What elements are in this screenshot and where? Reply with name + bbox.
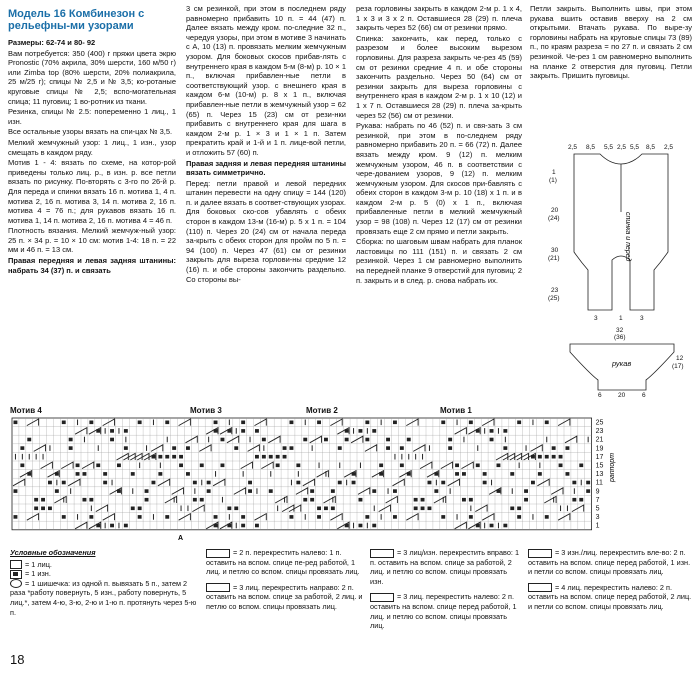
purl-stitch — [117, 489, 121, 493]
row-number: 1 — [595, 522, 600, 530]
purl-stitch — [517, 515, 521, 519]
purl-stitch — [200, 498, 204, 502]
sleeve-bottom-5: 6 — [642, 392, 646, 399]
purl-stitch — [455, 472, 459, 476]
purl-stitch — [538, 455, 542, 459]
materials: Вам потребуется: 350 (400) г пряжи цвета экрю Pronostic (70% акрила, 30% шерсти, 160 м/50 г) или Zimba top (80% шерсти, 20% полиакрила, 25 м/25 г); спицы № 2,5 и № 3,5; ко-ротаные круговые спицы № 2,5; вспо-могательная спица; 11 пуговиц; 1 во-ротник из ткани. — [8, 48, 176, 106]
purl-stitch — [338, 481, 342, 485]
purl-stitch — [89, 498, 93, 502]
purl-stitch — [352, 481, 356, 485]
cross-left-icon — [206, 549, 230, 558]
purl-stitch — [34, 507, 38, 511]
cross-3-left-icon — [370, 593, 394, 602]
sleeve-side-dim: 12 — [676, 355, 684, 362]
purl-stitch — [262, 455, 266, 459]
purl-stitch — [476, 464, 480, 468]
purl-stitch — [352, 472, 356, 476]
purl-stitch — [303, 438, 307, 442]
dim-top-6: 8,5 — [646, 144, 656, 151]
side-dim-8: (25) — [548, 295, 560, 302]
front-back-label: спинка и перед — [624, 212, 631, 262]
purl-stitch — [490, 438, 494, 442]
purl-stitch — [200, 464, 204, 468]
purl-stitch — [124, 446, 128, 450]
purl-stitch — [234, 507, 238, 511]
purl-stitch — [517, 507, 521, 511]
purl-stitch — [317, 515, 321, 519]
purl-stitch — [365, 438, 369, 442]
purl-stitch — [138, 421, 142, 425]
purl-stitch — [14, 421, 18, 425]
legend-col-4 — [528, 548, 692, 612]
legend-item-cross-3-purl-right: = 3 лиц/изн. перекрестить вправо: 1 п. оставить на вспом. спице за работой, 2 лиц. и петлю со вспом. спицы провязать изн. — [370, 548, 520, 586]
bottom-dim-1: 3 — [594, 315, 598, 322]
purl-stitch — [372, 489, 376, 493]
purl-stitch — [76, 464, 80, 468]
purl-stitch — [483, 472, 487, 476]
finishing-paragraph: Петли закрыть. Выполнить швы, при этом рукава вшить оставив вверху на 2 см открытыми. Втачать рукава. По выре-зу горловины набрать на круговые спицы 73 (89) п., по краям разреза = по 27 п. и связать 2 см резинкой. Че-рез 1 см равномерно выполнить на планке 2 отверстия для пуговиц. Петли закрыть. Пришить пуговицы. — [530, 4, 692, 81]
purl-stitch — [510, 507, 514, 511]
purl-stitch — [552, 455, 556, 459]
row-number: 7 — [595, 496, 600, 504]
row-number: 9 — [595, 488, 600, 496]
pearl-pattern: Мелкий жемчужный узор: 1 лиц., 1 изн., узор смещать в каждом ряду. — [8, 137, 176, 157]
purl-stitch — [545, 455, 549, 459]
purl-stitch — [462, 498, 466, 502]
purl-stitch — [62, 421, 66, 425]
side-dim-5: 30 — [551, 247, 559, 254]
sleeve-top-dim-2: (36) — [614, 334, 626, 341]
back-legs-paragraph: Правая задняя и левая передняя штанины вязать симметрично. — [186, 158, 346, 178]
purl-stitch — [517, 421, 521, 425]
side-dim-4: (24) — [548, 215, 560, 222]
motif-1-label: Мотив 1 — [440, 406, 472, 415]
purl-stitch — [131, 507, 135, 511]
purl-stitch — [89, 421, 93, 425]
row-number: 17 — [595, 453, 604, 461]
purl-stitch — [476, 524, 480, 528]
purl-stitch — [172, 446, 176, 450]
purl-stitch — [393, 489, 397, 493]
sleeve-label: рукав — [612, 359, 632, 368]
motif-3-label: Мотив 3 — [190, 406, 222, 415]
purl-stitch — [214, 524, 218, 528]
purl-stitch — [186, 472, 190, 476]
motif-2-label: Мотив 2 — [306, 406, 338, 415]
purl-stitch — [96, 464, 100, 468]
purl-stitch — [338, 446, 342, 450]
purl-stitch — [497, 464, 501, 468]
purl-stitch — [96, 524, 100, 528]
legend-item-cross-purl-left: = 3 изн./лиц. перекрестить вле-во: 2 п. оставить на вспом. спице перед работой, 1 изн. и петли со вспом. спицы провязать лиц. — [528, 548, 691, 577]
purl-symbol-icon — [10, 570, 22, 579]
purl-stitch — [386, 446, 390, 450]
purl-stitch — [441, 515, 445, 519]
purl-stitch — [207, 489, 211, 493]
bottom-dim-3: 3 — [640, 315, 644, 322]
purl-stitch — [365, 421, 369, 425]
purl-stitch — [269, 455, 273, 459]
purl-stitch — [586, 489, 590, 493]
purl-stitch — [165, 455, 169, 459]
chart-grid — [8, 404, 692, 542]
purl-stitch — [179, 455, 183, 459]
purl-stitch — [255, 524, 259, 528]
purl-stitch — [290, 446, 294, 450]
purl-stitch — [317, 421, 321, 425]
purl-stitch — [172, 455, 176, 459]
row-number: 15 — [595, 462, 604, 470]
purl-stitch — [469, 515, 473, 519]
motif-4-label: Мотив 4 — [10, 406, 42, 415]
purl-stitch — [421, 498, 425, 502]
purl-stitch — [448, 438, 452, 442]
legend-item-knit: = 1 лиц. — [10, 560, 200, 570]
purl-stitch — [345, 429, 349, 433]
purl-stitch — [248, 481, 252, 485]
purl-stitch — [503, 524, 507, 528]
purl-stitch — [227, 507, 231, 511]
purl-stitch — [476, 429, 480, 433]
purl-stitch — [193, 481, 197, 485]
purl-stitch — [572, 481, 576, 485]
purl-stitch — [221, 464, 225, 468]
purl-stitch — [490, 524, 494, 528]
assembly-paragraph: Сборка: по шаговым швам набрать для планок ластовицы по 111 (151) п. и связать 2 см резинкой. Через 1 см равномерно выполнить на передней планке 9 отверстий для пуговиц: 2 п. закрыть и в след. р. снова набрать их. — [356, 237, 522, 285]
purl-stitch — [241, 524, 245, 528]
purl-stitch — [434, 472, 438, 476]
legend-item-purl: = 1 изн. — [10, 569, 200, 579]
purl-stitch — [579, 498, 583, 502]
purl-stitch — [276, 455, 280, 459]
purl-stitch — [379, 464, 383, 468]
purl-stitch — [345, 438, 349, 442]
purl-stitch — [324, 438, 328, 442]
purl-stitch — [48, 481, 52, 485]
repeat-label: раппорт — [609, 452, 616, 482]
purl-stitch — [34, 498, 38, 502]
column-3 — [356, 4, 522, 286]
purl-stitch — [241, 429, 245, 433]
purl-stitch — [138, 515, 142, 519]
purl-stitch — [248, 489, 252, 493]
purl-stitch — [566, 446, 570, 450]
purl-stitch — [407, 438, 411, 442]
row-number: 3 — [595, 514, 600, 522]
purl-stitch — [345, 524, 349, 528]
sleeve-bottom-3: 20 — [618, 392, 626, 399]
purl-stitch — [214, 421, 218, 425]
purl-stitch — [165, 421, 169, 425]
purl-stitch — [83, 472, 87, 476]
sleeves-paragraph: Рукава: набрать по 46 (52) п. и свя-зать 3 см резинкой, при этом в по-следнем ряду равномерно прибавить 20 п. = 66 (72) п. Далее вязать между кром. 9 (12) п. мелким жемчужным узором, 46 п. в соответствии с чере-дованием узоров, 9 (12) п. мелким жемчужным узором. Для скосов при-бавлять с обеих сторон в каждом 3-м р. 10 (18) х 1 п. и в каждом 2-м р. 5 (0) х 1 п., включая прибавленные петли в мелкий жемчужный узор = 98 (108) п. Через 12 (17) см от резинки провязать еще 2 см прямо и петли закрыть. — [356, 121, 522, 236]
purl-stitch — [572, 498, 576, 502]
purl-stitch — [221, 438, 225, 442]
purl-stitch — [152, 481, 156, 485]
purl-stitch — [407, 472, 411, 476]
dim-top-5: 5,5 — [630, 144, 640, 151]
purl-stitch — [497, 489, 501, 493]
purl-stitch — [372, 429, 376, 433]
purl-stitch — [441, 481, 445, 485]
legend-heading: Условные обозначения — [10, 548, 96, 557]
purl-stitch — [469, 498, 473, 502]
purl-stitch — [262, 438, 266, 442]
purl-stitch — [296, 464, 300, 468]
purl-stitch — [255, 429, 259, 433]
purl-stitch — [48, 507, 52, 511]
purl-stitch — [283, 446, 287, 450]
purl-stitch — [579, 464, 583, 468]
column-1 — [8, 4, 176, 276]
purl-stitch — [138, 507, 142, 511]
front-legs: Правая передняя и левая задняя штанины: набрать 34 (37) п. и связать — [8, 256, 176, 275]
purl-stitch — [414, 507, 418, 511]
purl-stitch — [241, 515, 245, 519]
knitting-chart — [8, 404, 692, 542]
purl-stitch — [290, 421, 294, 425]
purl-stitch — [393, 421, 397, 425]
purl-stitch — [96, 429, 100, 433]
side-dim-1: 1 — [552, 169, 556, 176]
purl-stitch — [214, 429, 218, 433]
bottom-dim-2: 1 — [619, 315, 623, 322]
dim-top-2: 8,5 — [586, 144, 596, 151]
purl-stitch — [462, 472, 466, 476]
row-number: 5 — [595, 505, 600, 513]
purl-stitch — [483, 481, 487, 485]
purl-stitch — [14, 515, 18, 519]
purl-stitch — [545, 421, 549, 425]
purl-stitch — [290, 515, 294, 519]
purl-stitch — [469, 421, 473, 425]
purl-stitch — [110, 429, 114, 433]
purl-stitch — [179, 464, 183, 468]
sleeve-schematic — [564, 324, 684, 402]
purl-stitch — [103, 472, 107, 476]
purl-stitch — [428, 481, 432, 485]
purl-stitch — [41, 498, 45, 502]
purl-stitch — [448, 446, 452, 450]
legend-item-cross-2-left: = 2 п. перекрестить налево: 1 п. оставить на вспом. спице пе-ред работой, 1 лиц. и петлю со вспом. спицы провязать лиц. — [206, 548, 360, 577]
purl-stitch — [331, 507, 335, 511]
back-paragraph: Спинка: закончить, как перед, только с разрезом и более высоким вырезом горловины. Для разреза закрыть че-рез 45 (59) см от резинки средние 4 п. и обе стороны закончить раздельно. Через 50 (64) см от резинки закрыть для выреза горловины с внутреннего края в каждом 2-м р. 1 х 10 (12) и 1 х 7 п. Оставшиеся 28 (29) п. плеча за-крыть через 52 (56) см от резинки. — [356, 33, 522, 120]
sleeve-top-dim: 32 — [616, 327, 624, 334]
purl-stitch — [365, 515, 369, 519]
dim-top-4: 2,5 — [617, 144, 627, 151]
purl-stitch — [89, 515, 93, 519]
purl-stitch — [545, 515, 549, 519]
row-number: 11 — [595, 479, 603, 487]
purl-stitch — [234, 446, 238, 450]
purl-stitch — [538, 472, 542, 476]
motif-description: Мотив 1 - 4: вязать по схеме, на котор-рой приведены только лиц. р., в изн. р. все петли вязать по рисунку. По-вторять с 3-го по 26-й р. Для переда и спинки вязать 16 п. мотива 1, 4 п. мотива 2, 16 п. мотива 3, 14 п. мотива 2, 16 п. мотива 4 = 76 п.; для рукавов вязать 16 п. мотива 1, 14 п. мотива 2, 16 п. мотива 4 = 46 п. — [8, 158, 176, 225]
dim-top-1: 2,5 — [568, 144, 578, 151]
page-number: 18 — [10, 652, 25, 667]
purl-stitch — [531, 455, 535, 459]
legend-item-cross-4-left: = 4 лиц. перекрестить налево: 2 п. оставить на вспом. спице перед работой, 2 лиц. и петли со вспом. спицы провязать лиц. — [528, 582, 692, 611]
purl-stitch — [69, 446, 73, 450]
model-title: Модель 16 Комбинезон с рельефны-ми узорами — [8, 8, 145, 32]
purl-stitch — [414, 498, 418, 502]
dim-top-7: 2,5 — [664, 144, 674, 151]
purl-stitch — [145, 489, 149, 493]
purl-stitch — [110, 524, 114, 528]
row-number: 23 — [595, 428, 604, 436]
purl-stitch — [566, 472, 570, 476]
purl-stitch — [117, 464, 121, 468]
purl-stitch — [62, 481, 66, 485]
rib-pattern: Резинка, спицы № 2.5: попеременно 1 лиц., 1 изн. — [8, 107, 176, 126]
chart-marker: A — [178, 535, 184, 542]
purl-stitch — [559, 464, 563, 468]
garment-schematic — [546, 142, 696, 324]
purl-stitch — [193, 498, 197, 502]
purl-stitch — [552, 446, 556, 450]
purl-stitch — [359, 498, 363, 502]
purl-stitch — [269, 489, 273, 493]
purl-stitch — [324, 507, 328, 511]
purl-stitch — [310, 489, 314, 493]
legend-col-3 — [370, 548, 520, 631]
purl-stitch — [241, 421, 245, 425]
row-number: 21 — [595, 436, 604, 444]
purl-stitch — [152, 455, 156, 459]
bobble-symbol-icon — [10, 579, 22, 588]
purl-stitch — [186, 446, 190, 450]
dim-top-3: 5,5 — [604, 144, 614, 151]
purl-stitch — [303, 498, 307, 502]
purl-stitch — [510, 472, 514, 476]
cross-purl-left-icon — [528, 549, 552, 558]
purl-stitch — [124, 524, 128, 528]
legend-item-cross-3-left: = 3 лиц. перекрестить налево: 2 п. оставить на вспом. спице перед работой, 1 лиц. и петлю со вспом. спицы провязать лиц. — [370, 592, 517, 631]
purl-stitch — [41, 507, 45, 511]
purl-stitch — [158, 472, 162, 476]
side-dim-2: (1) — [549, 177, 557, 184]
sleeve-side-dim-2: (17) — [672, 363, 684, 370]
purl-stitch — [83, 498, 87, 502]
purl-stitch — [276, 464, 280, 468]
purl-stitch — [76, 472, 80, 476]
legs-paragraph: 3 см резинкой, при этом в последнем ряду равномерно прибавить 10 п. = 44 (47) п. Далее вязать между кром. по-следние 32 п., чередуя узоры, при этом в мотиве 3 начинать с А, 10 (13) п. провязать мелким жемчужным узором. Для боковых скосов прибав-лять с внутреннего края в каждом 5-м (8-м) р. 10 × 1 п., включая прибавлен-ные петли в соответствующий узор. с внешнего края в каждом 6-м (10-м) р. 8 х 1 п., включая прибавлен-ные петли в жемчужный узор = 62 (65) п. Через 15 (23) см от рези-нки прибавить с внутреннего края для шага в каждом 2-м р. 1 × 3 и 1 × 1 п. Затем прекратить край и 1-й и 1 п. лице-вой петли, и отложить 57 (60) п. — [186, 4, 346, 157]
density: Плотность вязания. Мелкий жемчуж-ный узор: 25 п. × 34 р. = 10 × 10 см: мотив 1-4: 18 п. = 22 мм и 46 п. = 13 см. — [8, 226, 176, 255]
legend-item-cross-3-right: = 3 лиц. перекрестить направо: 2 п. оставить на вспом. спице за работой, 2 лиц. и петлю со вспом. спицы провязать лиц. — [206, 582, 363, 611]
purl-stitch — [524, 498, 528, 502]
purl-stitch — [559, 455, 563, 459]
purl-stitch — [296, 481, 300, 485]
purl-stitch — [283, 455, 287, 459]
purl-stitch — [255, 455, 259, 459]
purl-stitch — [27, 472, 31, 476]
purl-stitch — [158, 455, 162, 459]
purl-stitch — [421, 507, 425, 511]
purl-stitch — [62, 515, 66, 519]
purl-stitch — [227, 524, 231, 528]
side-dim-3: 20 — [551, 207, 559, 214]
purl-stitch — [531, 481, 535, 485]
side-dim-6: (21) — [548, 255, 560, 262]
purl-stitch — [69, 438, 73, 442]
purl-stitch — [207, 481, 211, 485]
purl-stitch — [103, 481, 107, 485]
purl-stitch — [20, 446, 24, 450]
row-number: 25 — [595, 419, 604, 427]
purl-stitch — [110, 438, 114, 442]
purl-stitch — [441, 421, 445, 425]
cross-4-left-icon — [528, 583, 552, 592]
purl-stitch — [400, 446, 404, 450]
purl-stitch — [434, 489, 438, 493]
purl-stitch — [55, 472, 59, 476]
legend-item-bobble: = 1 шишечка: из одной п. вывязать 5 п., затем 2 раза *работу повернуть, 5 изн., работу повернуть, 5 лиц.*, затем 4-ю, 3-ю, 2-ю и 1-ю п. протянуть через 5-ю п. — [10, 578, 197, 617]
purl-stitch — [317, 507, 321, 511]
side-dim-7: 23 — [551, 287, 559, 294]
purl-stitch — [310, 498, 314, 502]
purl-stitch — [145, 498, 149, 502]
purl-stitch — [14, 489, 18, 493]
purl-stitch — [400, 464, 404, 468]
other-patterns: Все остальные узоры вязать на спи-цах № 3,5. — [8, 127, 173, 137]
purl-stitch — [586, 481, 590, 485]
purl-stitch — [331, 489, 335, 493]
purl-stitch — [503, 446, 507, 450]
purl-stitch — [386, 438, 390, 442]
legend-col-1 — [10, 548, 200, 617]
purl-stitch — [490, 429, 494, 433]
column-4 — [530, 4, 692, 82]
purl-stitch — [359, 429, 363, 433]
sleeve-bottom-1: 6 — [598, 392, 602, 399]
row-number: 19 — [595, 445, 604, 453]
purl-stitch — [393, 515, 397, 519]
purl-stitch — [428, 507, 432, 511]
purl-stitch — [379, 472, 383, 476]
purl-stitch — [503, 429, 507, 433]
row-number: 13 — [595, 471, 604, 479]
column-2 — [186, 4, 346, 285]
purl-stitch — [20, 464, 24, 468]
neckline-paragraph: реза горловины закрыть в каждом 2-м р. 1 х 4, 1 х 3 и 3 х 2 п. Оставшиеся 28 (29) п. плеча закрыть через 52 (66) см от резинки прямо. — [356, 4, 522, 33]
purl-stitch — [214, 515, 218, 519]
front-paragraph: Перед: петли правой и левой передних штанин перевести на одну спицу = 144 (120) п. и далее вязать в соответ-ствующих узорах. Для боковых ско-сов убавлять с обеих сторон в каждом 13-м (16-м) р. 5 х 1 п. = 104 (110) п. Через 20 (24) см от начала переда за-крыть с обеих сторон для пройм по 5 п. = 94 (100) п. Через 47 (61) см от резинки закрыть для выреза горлови-ны средние 12 (16) п. и обе стороны закончить раздельно. Со стороны вы- — [186, 178, 346, 284]
sizes: Размеры: 62-74 и 80- 92 — [8, 38, 96, 47]
cross-purl-right-icon — [370, 549, 394, 558]
purl-stitch — [165, 515, 169, 519]
purl-stitch — [27, 438, 31, 442]
cross-right-icon — [206, 583, 230, 592]
legend-col-2 — [206, 548, 364, 612]
purl-stitch — [227, 429, 231, 433]
knit-symbol-icon — [10, 560, 22, 569]
purl-stitch — [524, 489, 528, 493]
purl-stitch — [124, 429, 128, 433]
purl-stitch — [372, 524, 376, 528]
purl-stitch — [55, 489, 59, 493]
purl-stitch — [359, 524, 363, 528]
purl-stitch — [131, 472, 135, 476]
purl-stitch — [455, 464, 459, 468]
